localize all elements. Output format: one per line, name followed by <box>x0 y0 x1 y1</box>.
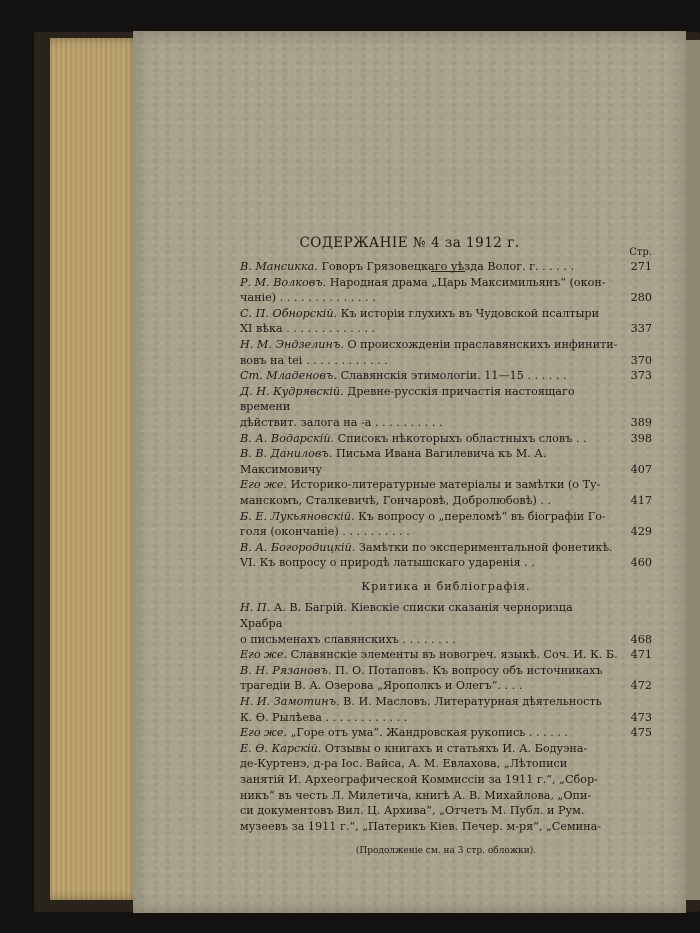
contents-list <box>240 259 652 571</box>
entry-author: Его же. <box>240 726 288 740</box>
list-item <box>240 368 652 384</box>
entry-text <box>240 725 618 741</box>
entry-text <box>240 509 618 540</box>
list-item <box>240 694 652 725</box>
list-item <box>240 600 652 647</box>
entry-text <box>240 694 618 725</box>
entry-page-number: 473 <box>630 710 652 724</box>
entry-author: Н. И. Замотинъ. <box>240 695 340 709</box>
entry-title: Говоръ Грязовецкаго уѣзда Волог. г. . . . . . <box>321 260 575 273</box>
entry-title: Письма Ивана Вагилевича къ М. А. Максимовичу <box>240 447 547 476</box>
entry-text <box>240 446 618 477</box>
list-item <box>240 306 652 337</box>
entry-title: Отзывы о книгахъ и статьяхъ И. А. Бодуэна- <box>324 741 588 755</box>
entry-title: Народная драма „Царь Максимильянъ“ (окон- <box>329 275 606 289</box>
entry-title: Историко-литературные матеріалы и замѣтки (о Ту- <box>290 478 601 492</box>
entry-author: Б. Е. Лукьяновскій. <box>240 509 355 523</box>
entry-title-cont: чаніе) . . . . . . . . . . . . . . <box>240 291 376 305</box>
entry-title-cont: си документовъ Вил. Ц. Архива“, „Отчетъ М. Публ. и Рум. <box>240 804 585 818</box>
entry-title: П. О. Потаповъ. Къ вопросу объ источникахъ <box>335 663 603 677</box>
entry-title-cont: никъ“ въ честь Л. Милетича, книгѣ А. В. Михайлова, „Опи- <box>240 788 592 802</box>
entry-title-cont: о письменахъ славянскихъ . . . . . . . . <box>240 632 456 646</box>
entry-page-number: 389 <box>630 415 652 429</box>
entry-page-number: 373 <box>630 369 652 383</box>
list-item <box>240 259 652 275</box>
entry-author: В. А. Водарскій. <box>240 431 335 445</box>
entry-author: Его же. <box>240 648 288 662</box>
next-page-edge <box>686 40 700 900</box>
list-item <box>240 663 652 694</box>
list-item <box>240 275 652 306</box>
list-item <box>240 647 652 663</box>
list-item <box>240 337 652 368</box>
entry-text <box>240 306 618 337</box>
entry-title: Славянскіе элементы въ новогреч. языкѣ. Соч. И. К. Б. <box>290 648 618 662</box>
entry-text <box>240 663 618 694</box>
entry-text <box>240 540 618 571</box>
entry-title: Списокъ нѣкоторыхъ областныхъ словъ . . <box>337 431 587 445</box>
entry-page-number: 468 <box>630 632 652 646</box>
entry-title: Къ исторіи глухихъ въ Чудовской псалтыри <box>340 306 600 320</box>
entry-title-cont: вовъ на tei . . . . . . . . . . . . <box>240 353 388 367</box>
entry-title-cont: XI вѣка . . . . . . . . . . . . . <box>240 322 376 336</box>
list-item <box>240 446 652 477</box>
entry-page-number: 337 <box>630 322 652 336</box>
entry-title-cont: голя (окончаніе) . . . . . . . . . . <box>240 525 410 539</box>
entry-author: Н. М. Эндзелинъ. <box>240 337 344 351</box>
entry-title-cont: VI. Къ вопросу о природѣ латышскаго ударенія . . <box>240 556 535 570</box>
list-item <box>240 741 652 835</box>
entry-page-number: 475 <box>630 726 652 740</box>
entry-page-number: 398 <box>630 431 652 445</box>
list-item <box>240 540 652 571</box>
entry-text <box>240 477 618 508</box>
entry-page-number: 472 <box>630 679 652 693</box>
list-item <box>240 725 652 741</box>
entry-page-number: 370 <box>630 353 652 367</box>
entry-page-number: 280 <box>630 291 652 305</box>
page-title: СОДЕРЖАНІЕ № 4 за 1912 г. <box>299 235 520 251</box>
entry-title-cont: дѣйствит. залога на -а . . . . . . . . . . <box>240 415 443 429</box>
entry-author: Р. М. Волковъ. <box>240 275 327 289</box>
entry-title-cont: трагедіи В. А. Озерова „Ярополкъ и Олегъ“. . . . <box>240 679 523 693</box>
entry-author: Н. П. <box>240 601 271 615</box>
entry-text <box>240 337 618 368</box>
entry-title: Къ вопросу о „переломѣ“ въ біографіи Го- <box>358 509 606 523</box>
entry-page-number: 471 <box>630 648 652 662</box>
entry-author: С. П. Обнорскій. <box>240 306 338 320</box>
entry-author: В. А. Богородицкій. <box>240 540 356 554</box>
table-of-contents <box>240 245 652 860</box>
entry-page-number: 417 <box>630 493 652 507</box>
entry-text <box>240 600 618 647</box>
page-edges <box>50 38 142 900</box>
entry-title: А. В. Багрій. Кіевскіе списки сказанія черноризца Храбра <box>240 601 573 631</box>
list-item <box>240 509 652 540</box>
entry-text <box>240 275 618 306</box>
entry-author: Е. Ө. Карскій. <box>240 741 322 755</box>
list-item <box>240 384 652 431</box>
entry-title-cont: музеевъ за 1911 г.“, „Патерикъ Кіев. Печер. м-ря“, „Семина- <box>240 819 602 833</box>
entry-title-cont: К. Ө. Рылѣева . . . . . . . . . . . . <box>240 710 408 724</box>
entry-title: Славянскія этимологіи. 11—15 . . . . . . <box>340 369 567 383</box>
entry-text <box>240 384 618 431</box>
page-column-label: Стр. <box>629 247 652 258</box>
entry-page-number: 407 <box>630 462 652 476</box>
list-item <box>240 477 652 508</box>
entry-author: Его же. <box>240 478 288 492</box>
entry-title-cont: манскомъ, Сталкевичѣ, Гончаровѣ, Добролюбовѣ) . . <box>240 493 552 507</box>
entry-title: О происхожденіи праславянскихъ инфинити- <box>347 337 618 351</box>
entry-text <box>240 431 618 447</box>
entry-page-number: 429 <box>630 525 652 539</box>
entry-title-cont: занятій И. Археографической Коммиссіи за 1911 г.“, „Сбор- <box>240 773 598 786</box>
entry-title: „Горе отъ ума“. Жандровская рукопись . . . . . . <box>290 726 568 740</box>
section-title: Критика и библіографія. <box>361 579 531 593</box>
entry-author: Ст. Младеновъ. <box>240 369 337 383</box>
continuation-note: (Продолженіе см. на 3 стр. обложки). <box>355 846 537 857</box>
entry-title: Древне-русскія причастія настоящаго времени <box>240 384 575 414</box>
list-item <box>240 431 652 447</box>
entry-author: В. В. Даниловъ. <box>240 447 333 461</box>
entry-title: В. И. Масловъ. Литературная дѣятельность <box>343 695 602 709</box>
entry-text <box>240 368 618 384</box>
entry-author: В. Мансикка. <box>240 260 318 273</box>
entry-text <box>240 741 618 835</box>
entry-author: Д. Н. Кудрявскій. <box>240 384 344 398</box>
critique-list <box>240 600 652 834</box>
entry-title: Замѣтки по экспериментальной фонетикѣ. <box>358 540 613 554</box>
entry-author: В. Н. Рязановъ. <box>240 663 332 677</box>
entry-page-number: 271 <box>630 260 652 273</box>
entry-text <box>240 647 618 663</box>
entry-title-cont: де-Куртенэ, д-ра Іос. Вайса, А. М. Евлахова, „Лѣтописи <box>240 757 568 771</box>
entry-page-number: 460 <box>630 556 652 570</box>
entry-text <box>240 259 618 275</box>
